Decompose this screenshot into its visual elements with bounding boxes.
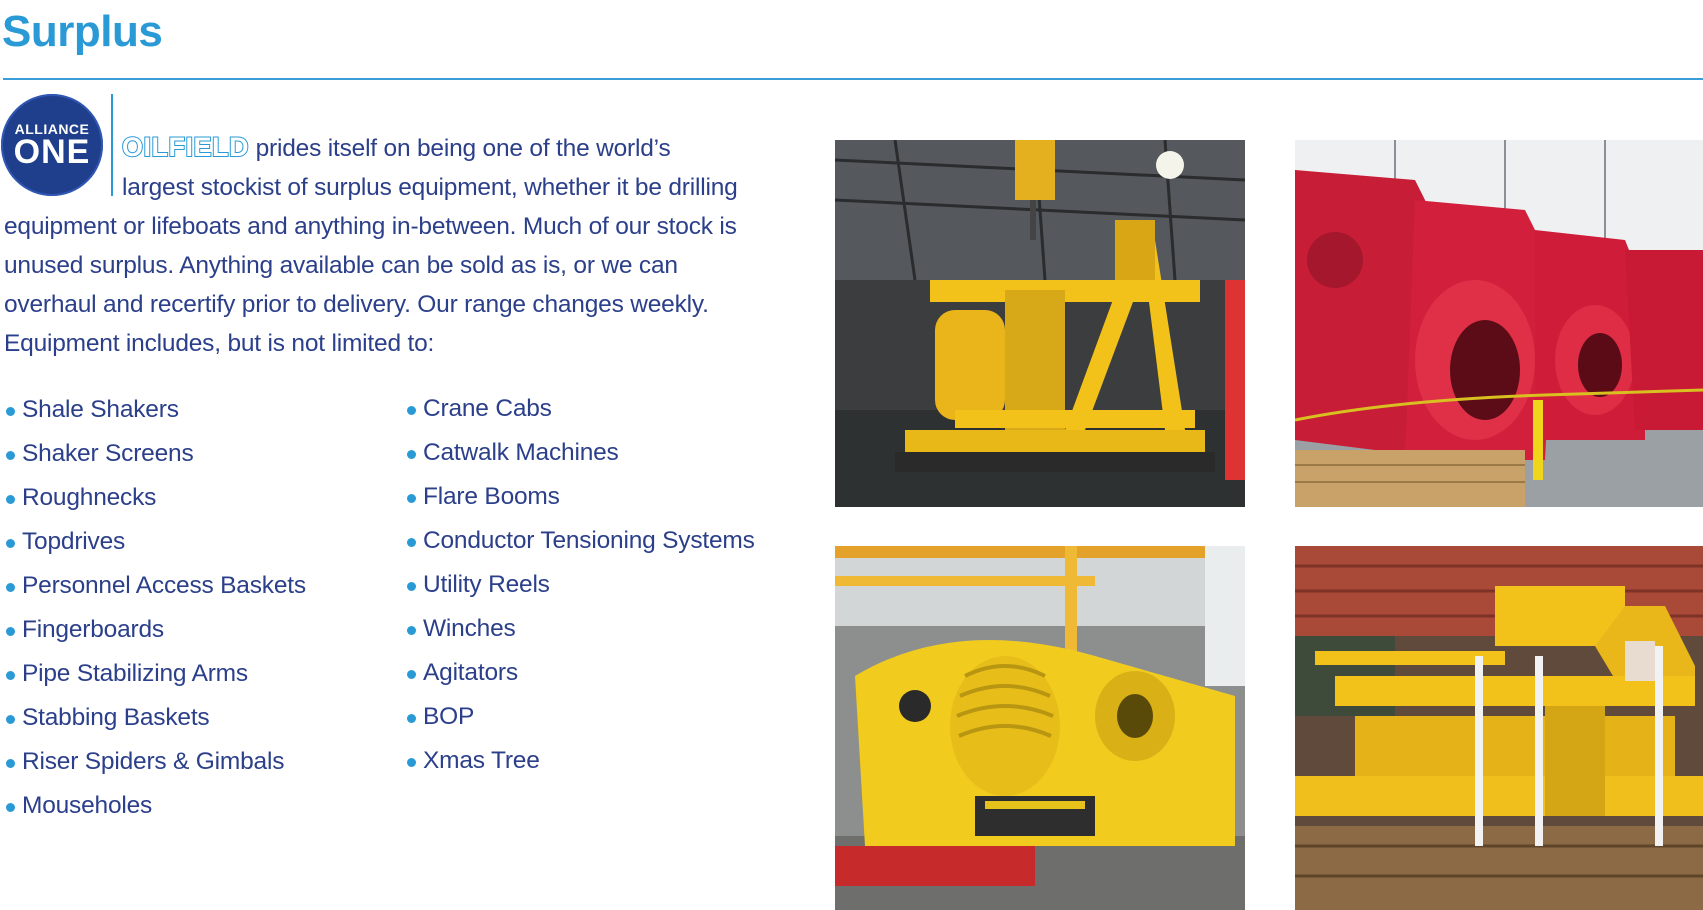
photo-pipe-handler-illustration bbox=[835, 140, 1245, 507]
oilfield-wordmark: OILFIELD bbox=[122, 132, 249, 162]
list-item: Xmas Tree bbox=[405, 739, 755, 783]
list-item: Pipe Stabilizing Arms bbox=[4, 652, 306, 696]
equipment-list-left bbox=[4, 388, 306, 828]
list-item: Topdrives bbox=[4, 520, 306, 564]
list-item: Riser Spiders & Gimbals bbox=[4, 740, 306, 784]
logo-one-text: ONE bbox=[13, 132, 91, 171]
intro-paragraph bbox=[4, 128, 764, 363]
photo-roughneck bbox=[835, 546, 1245, 910]
photo-pipe-handler bbox=[835, 140, 1245, 507]
equipment-list-right bbox=[405, 387, 755, 783]
list-item: Fingerboards bbox=[4, 608, 306, 652]
photo-red-reels-illustration bbox=[1295, 140, 1703, 507]
list-item: Personnel Access Baskets bbox=[4, 564, 306, 608]
list-item: Catwalk Machines bbox=[405, 431, 755, 475]
intro-rest: equipment or lifeboats and anything in-between. Much of our stock is unused surplus. Anything available can be sold as is, or we can overhaul and recertify prior to delivery. Our range changes weekly. Equipment includes, but is not limited to: bbox=[4, 213, 737, 357]
list-item: Crane Cabs bbox=[405, 387, 755, 431]
list-item: Mouseholes bbox=[4, 784, 306, 828]
list-item: Shaker Screens bbox=[4, 432, 306, 476]
logo-alliance-text: ALLIANCE bbox=[14, 120, 90, 137]
list-item: Conductor Tensioning Systems bbox=[405, 519, 755, 563]
list-item: Agitators bbox=[405, 651, 755, 695]
title-divider bbox=[3, 78, 1703, 80]
photo-red-reels bbox=[1295, 140, 1703, 507]
photo-catwalk-machine-illustration bbox=[1295, 546, 1703, 910]
photo-roughneck-illustration bbox=[835, 546, 1245, 910]
list-item: Shale Shakers bbox=[4, 388, 306, 432]
list-item: BOP bbox=[405, 695, 755, 739]
intro-first-lines bbox=[4, 128, 764, 207]
list-item: Utility Reels bbox=[405, 563, 755, 607]
list-item: Winches bbox=[405, 607, 755, 651]
list-item: Roughnecks bbox=[4, 476, 306, 520]
intro-line1: prides itself on being one of the world’s bbox=[249, 135, 671, 162]
photo-catwalk-machine bbox=[1295, 546, 1703, 910]
page-title: Surplus bbox=[2, 7, 163, 56]
list-item: Stabbing Baskets bbox=[4, 696, 306, 740]
list-item: Flare Booms bbox=[405, 475, 755, 519]
intro-line2: largest stockist of surplus equipment, whether it be drilling bbox=[122, 174, 738, 201]
